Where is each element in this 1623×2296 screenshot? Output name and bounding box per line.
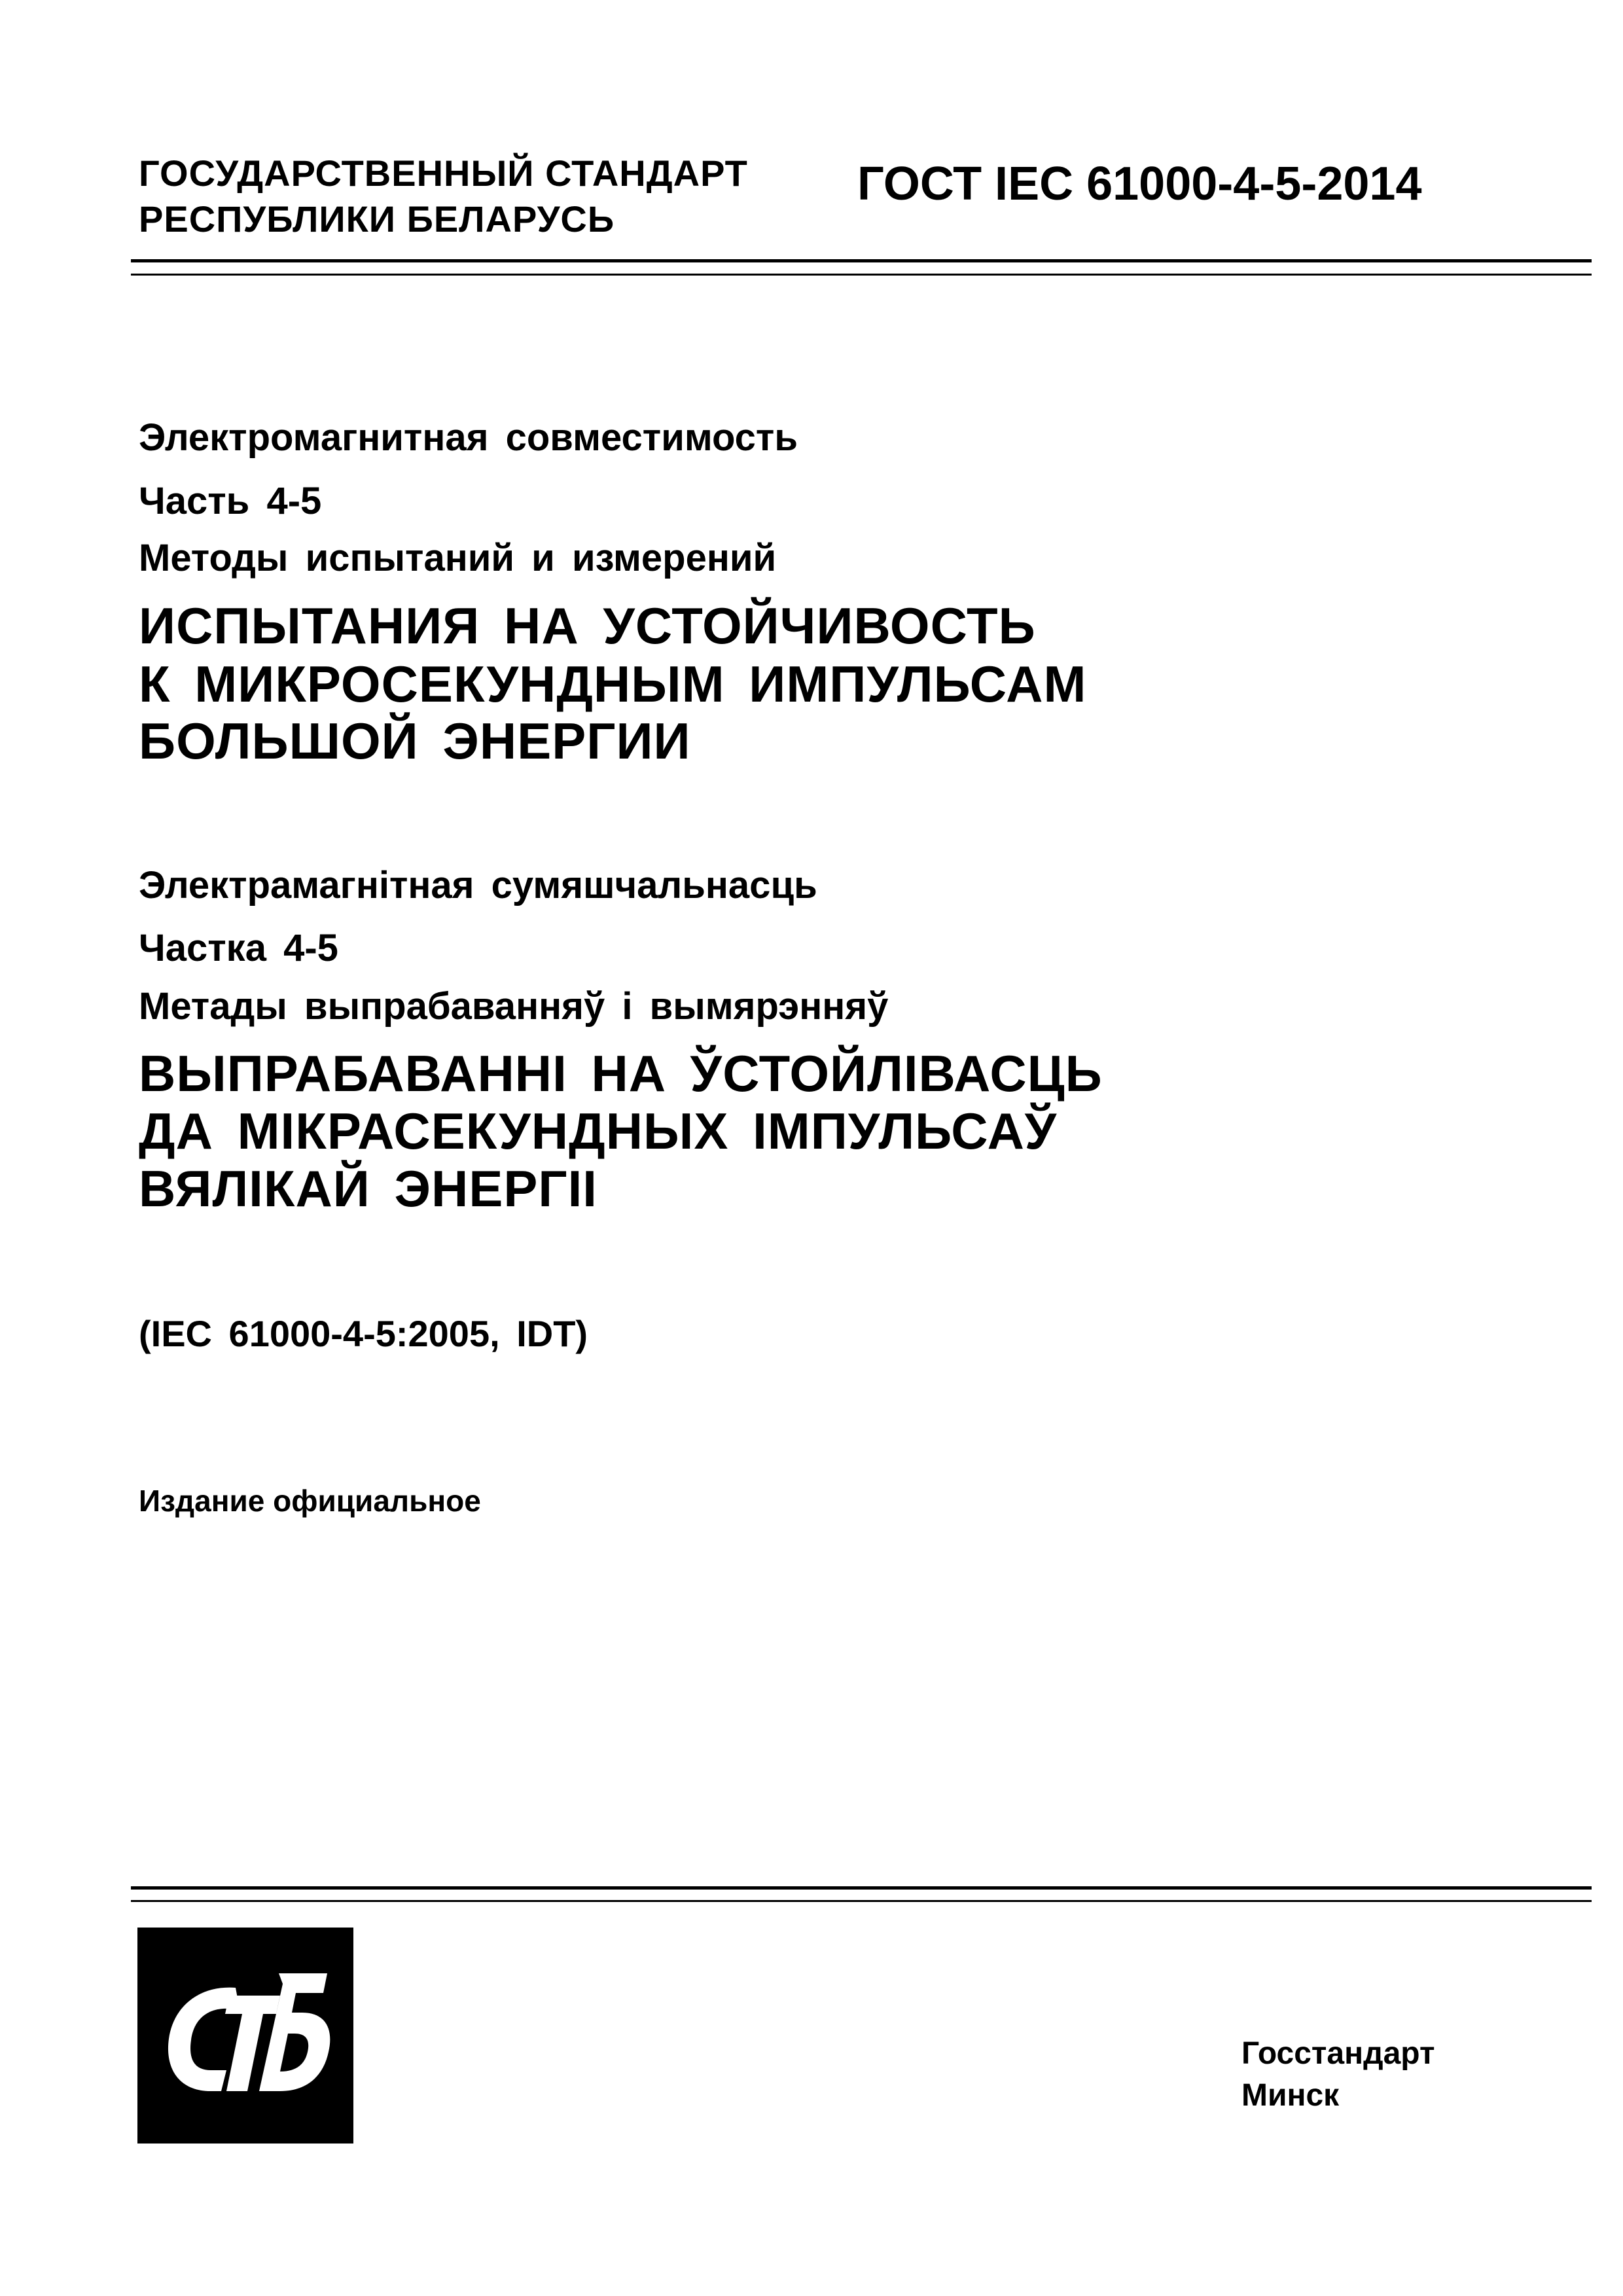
organization-line-1: ГОСУДАРСТВЕННЫЙ СТАНДАРТ: [139, 152, 748, 194]
header-rule-thin: [131, 274, 1592, 276]
iec-reference: (IEC 61000-4-5:2005, IDT): [139, 1313, 588, 1354]
ru-subtitle-3: Методы испытаний и измерений: [139, 537, 777, 579]
edition-label: Издание официальное: [139, 1484, 481, 1518]
by-subtitle-3: Метады выпрабаванняў і вымярэнняў: [139, 985, 889, 1028]
ru-title-line-1: ИСПЫТАНИЯ НА УСТОЙЧИВОСТЬ: [139, 597, 1036, 655]
by-title-line-2: ДА МІКРАСЕКУНДНЫХ ІМПУЛЬСАЎ: [139, 1102, 1058, 1160]
standard-number: ГОСТ IEC 61000-4-5-2014: [857, 158, 1422, 210]
ru-title-line-2: К МИКРОСЕКУНДНЫМ ИМПУЛЬСАМ: [139, 655, 1087, 713]
footer-rule-thick: [131, 1886, 1592, 1890]
by-subtitle-2: Частка 4-5: [139, 927, 338, 969]
ru-subtitle-1: Электромагнитная совместимость: [139, 416, 798, 459]
header-rule-thick: [131, 259, 1592, 262]
ru-subtitle-2: Часть 4-5: [139, 480, 322, 522]
by-title-line-3: ВЯЛІКАЙ ЭНЕРГІІ: [139, 1160, 597, 1217]
by-title-line-1: ВЫПРАБАВАННІ НА ЎСТОЙЛІВАСЦЬ: [139, 1045, 1103, 1102]
stb-logo-icon: [137, 1928, 353, 2144]
organization-line-2: РЕСПУБЛИКИ БЕЛАРУСЬ: [139, 198, 615, 240]
footer-rule-thin: [131, 1900, 1592, 1902]
publisher-city: Минск: [1241, 2078, 1340, 2113]
publisher-name: Госстандарт: [1241, 2036, 1435, 2071]
ru-title-line-3: БОЛЬШОЙ ЭНЕРГИИ: [139, 712, 691, 770]
by-subtitle-1: Электрамагнітная сумяшчальнасць: [139, 864, 817, 906]
